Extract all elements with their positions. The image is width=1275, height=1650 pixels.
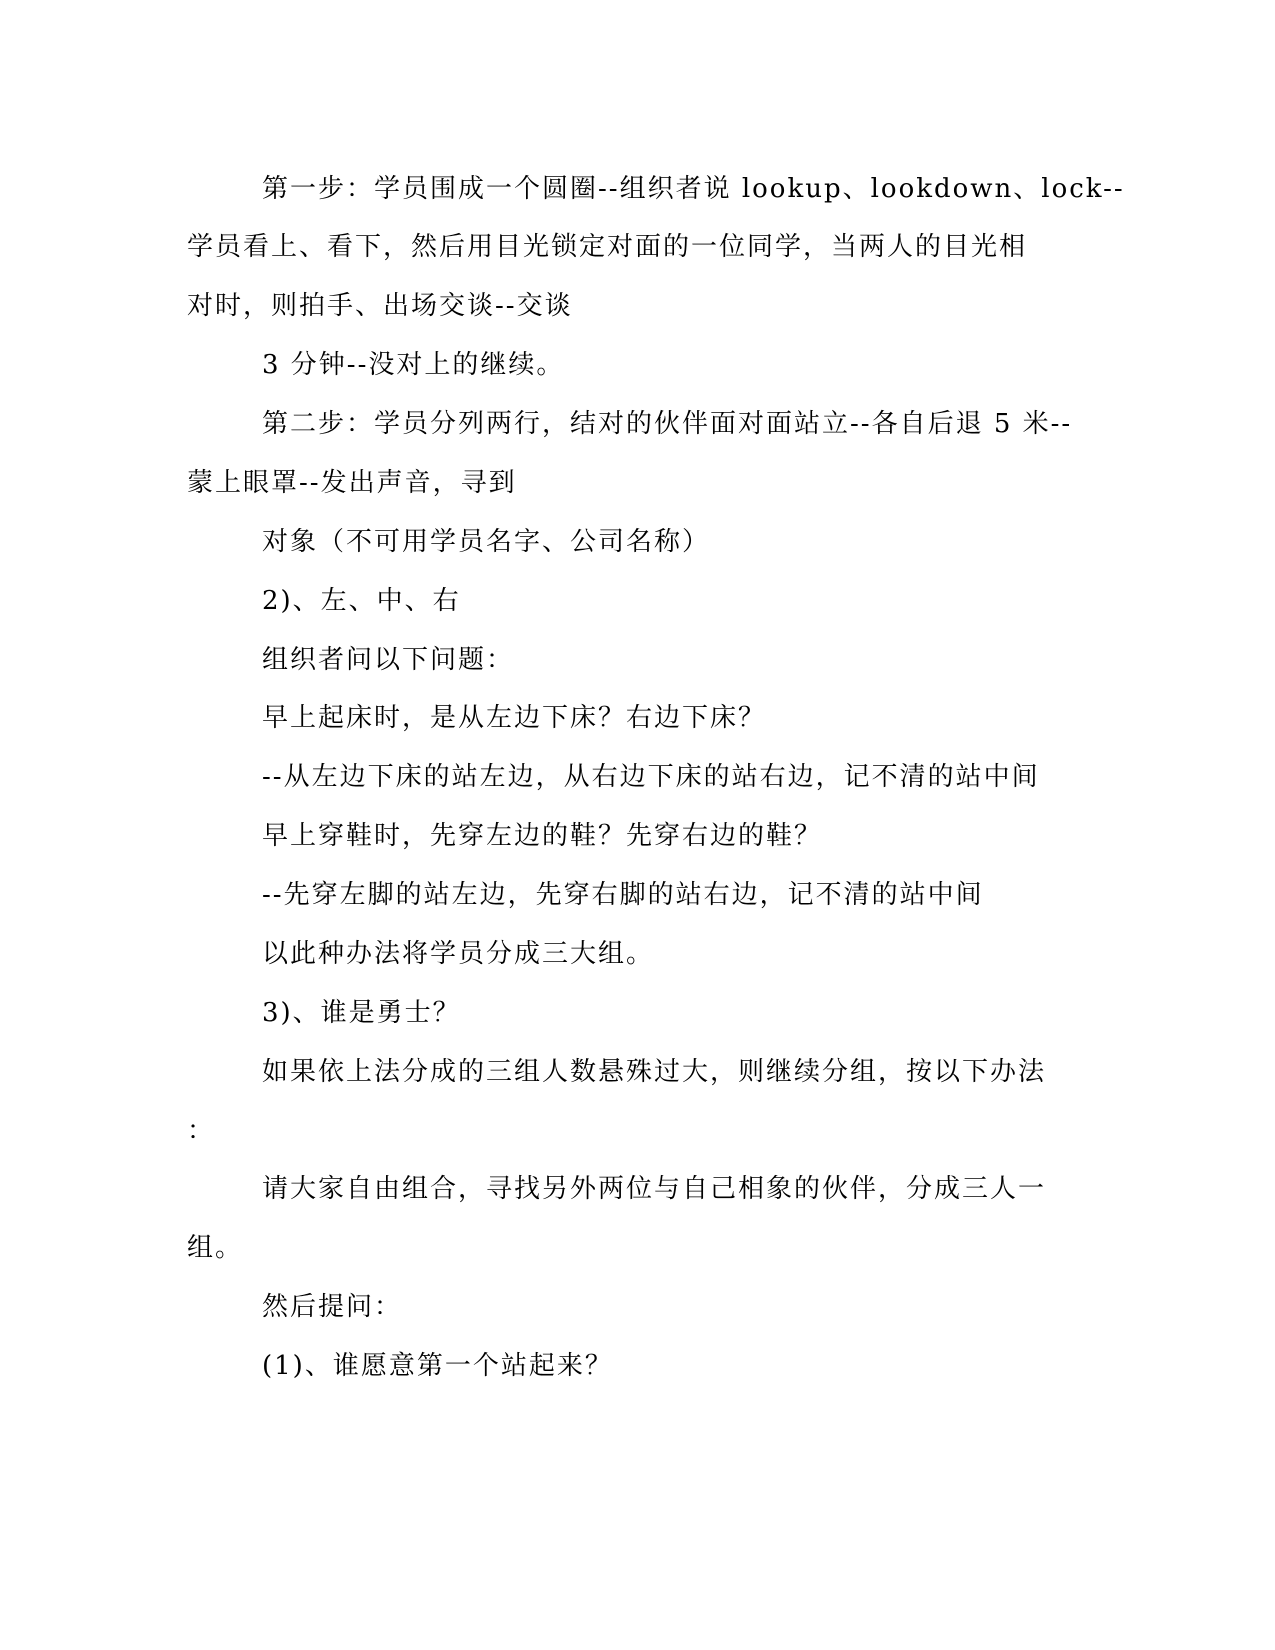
paragraph-line: --从左边下床的站左边，从右边下床的站右边，记不清的站中间 xyxy=(262,762,1040,792)
step-one-line-4: 3 分钟--没对上的继续。 xyxy=(262,350,565,380)
section-3-heading: 3)、谁是勇士？ xyxy=(262,998,461,1028)
paragraph-line: 组。 xyxy=(187,1233,244,1263)
paragraph-line: 然后提问： xyxy=(262,1292,403,1322)
section-2-heading: 2)、左、中、右 xyxy=(262,586,461,616)
paragraph-line: 以此种办法将学员分成三大组。 xyxy=(262,939,655,969)
paragraph-line: 组织者问以下问题： xyxy=(262,645,515,675)
paragraph-line: 早上穿鞋时，先穿左边的鞋？先穿右边的鞋？ xyxy=(262,821,823,851)
step-one-line-3: 对时，则拍手、出场交谈--交谈 xyxy=(187,291,573,321)
paragraph-line: ： xyxy=(187,1116,216,1146)
question-1-line: (1)、谁愿意第一个站起来？ xyxy=(262,1351,613,1381)
paragraph-line: 早上起床时，是从左边下床？右边下床？ xyxy=(262,703,767,733)
step-two-line-3: 对象（不可用学员名字、公司名称） xyxy=(262,527,711,557)
step-two-line-2: 蒙上眼罩--发出声音，寻到 xyxy=(187,468,517,498)
paragraph-line: --先穿左脚的站左边，先穿右脚的站右边，记不清的站中间 xyxy=(262,880,984,910)
step-one-line-2: 学员看上、看下，然后用目光锁定对面的一位同学，当两人的目光相 xyxy=(187,232,1028,262)
paragraph-line: 请大家自由组合，寻找另外两位与自己相象的伙伴，分成三人一 xyxy=(262,1174,1047,1204)
step-two-line-1: 第二步：学员分列两行，结对的伙伴面对面站立--各自后退 5 米-- xyxy=(262,409,1073,439)
paragraph-line: 如果依上法分成的三组人数悬殊过大，则继续分组，按以下办法 xyxy=(262,1057,1047,1087)
step-one-line-1: 第一步：学员围成一个圆圈--组织者说 lookup、lookdown、lock-- xyxy=(262,174,1125,204)
